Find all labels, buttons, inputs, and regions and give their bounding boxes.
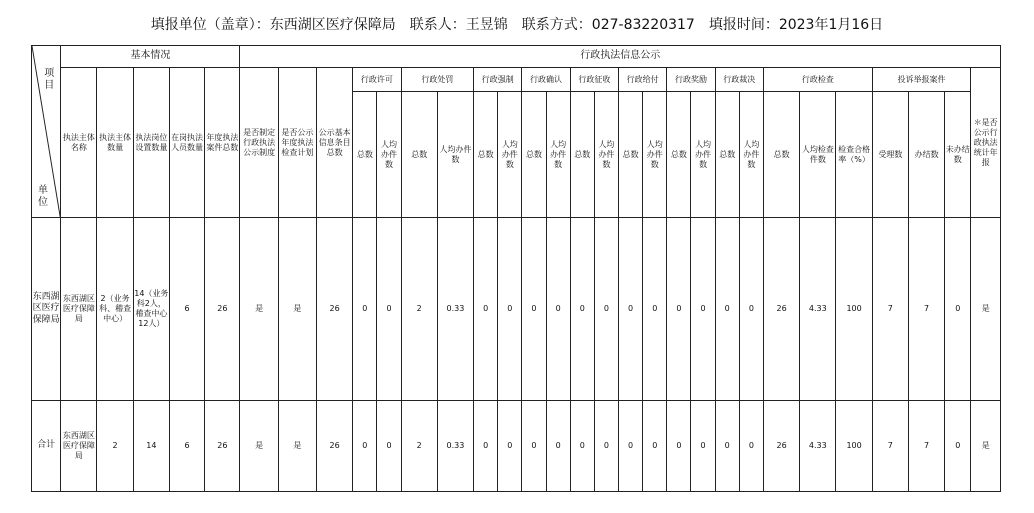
cell-pay-per: 0 xyxy=(643,218,667,401)
cell-inspect-per: 4.33 xyxy=(800,401,836,492)
cell-penalty-total: 2 xyxy=(401,218,437,401)
cell-confirm-per: 0 xyxy=(546,218,570,401)
corner-unit-label: 单位 xyxy=(38,185,48,208)
col-pay-per: 人均办件数 xyxy=(643,92,667,218)
col-pass-rate: 检查合格率（%） xyxy=(836,92,872,218)
cell-system: 是 xyxy=(240,218,278,401)
cat-license: 行政许可 xyxy=(353,68,401,92)
col-levy-total: 总数 xyxy=(570,92,594,218)
cell-plan: 是 xyxy=(278,401,316,492)
cell-pay-per: 0 xyxy=(643,401,667,492)
col-closed: 办结数 xyxy=(908,92,944,218)
public-info-group-header: 行政执法信息公示 xyxy=(240,46,1001,68)
report-header: 填报单位（盖章）：东西湖区医疗保障局 联系人：王昱锦 联系方式：027-83220317 填报时间：2023年1月16日 xyxy=(150,17,884,33)
cell-inspect-total: 26 xyxy=(763,401,799,492)
cat-pay: 行政给付 xyxy=(619,68,667,92)
cell-levy-per: 0 xyxy=(594,218,618,401)
cat-confirm: 行政确认 xyxy=(522,68,570,92)
cat-reward: 行政奖励 xyxy=(667,68,715,92)
table-row-total xyxy=(32,401,1001,492)
cell-system: 是 xyxy=(240,401,278,492)
cell-subject-count: 2（业务科、稽查中心） xyxy=(97,218,133,401)
col-report: ＊是否公示行政执法统计年报 xyxy=(971,68,1001,218)
col-inspect-per: 人均检查件数 xyxy=(800,92,836,218)
cell-subject-name: 东西湖区医疗保障局 xyxy=(61,218,97,401)
cell-pay-total: 0 xyxy=(619,218,643,401)
cell-inspect-total: 26 xyxy=(763,218,799,401)
cell-ruling-per: 0 xyxy=(739,401,763,492)
cell-accepted: 7 xyxy=(872,218,908,401)
cat-complaint: 投诉举报案件 xyxy=(872,68,971,92)
cell-staff: 6 xyxy=(169,218,204,401)
col-system: 是否制定行政执法公示制度 xyxy=(240,68,278,218)
cell-enforce-per: 0 xyxy=(498,401,522,492)
cat-inspect: 行政检查 xyxy=(763,68,872,92)
cell-penalty-per: 0.33 xyxy=(437,401,473,492)
col-enforce-total: 总数 xyxy=(474,92,498,218)
col-posts: 执法岗位设置数量 xyxy=(133,68,169,218)
cell-accepted: 7 xyxy=(872,401,908,492)
row-total-label: 合计 xyxy=(32,401,61,492)
cell-closed: 7 xyxy=(908,218,944,401)
cell-reward-per: 0 xyxy=(691,218,715,401)
col-pay-total: 总数 xyxy=(619,92,643,218)
cell-reward-total: 0 xyxy=(667,401,691,492)
cell-penalty-total: 2 xyxy=(401,401,437,492)
cell-license-per: 0 xyxy=(377,401,401,492)
col-penalty-per: 人均办件数 xyxy=(437,92,473,218)
cell-report: 是 xyxy=(971,218,1001,401)
cell-reward-total: 0 xyxy=(667,218,691,401)
col-inspect-total: 总数 xyxy=(763,92,799,218)
cell-annual-cases: 26 xyxy=(205,401,240,492)
col-plan: 是否公示年度执法检查计划 xyxy=(278,68,316,218)
col-subject-name: 执法主体名称 xyxy=(61,68,97,218)
cell-pay-total: 0 xyxy=(619,401,643,492)
cell-staff: 6 xyxy=(169,401,204,492)
corner-header-cell xyxy=(32,46,61,218)
col-accepted: 受理数 xyxy=(872,92,908,218)
cell-license-total: 0 xyxy=(353,218,377,401)
cell-levy-total: 0 xyxy=(570,401,594,492)
row-unit-label: 东西湖区医疗保障局 xyxy=(32,218,61,401)
cell-enforce-total: 0 xyxy=(474,218,498,401)
col-ruling-total: 总数 xyxy=(715,92,739,218)
cell-pending: 0 xyxy=(945,218,971,401)
cat-ruling: 行政裁决 xyxy=(715,68,763,92)
cell-closed: 7 xyxy=(908,401,944,492)
cell-basic-info: 26 xyxy=(317,218,353,401)
cell-license-total: 0 xyxy=(353,401,377,492)
col-pending: 未办结数 xyxy=(945,92,971,218)
cat-penalty: 行政处罚 xyxy=(401,68,474,92)
cell-enforce-per: 0 xyxy=(498,218,522,401)
cell-ruling-total: 0 xyxy=(715,218,739,401)
cell-ruling-total: 0 xyxy=(715,401,739,492)
col-reward-total: 总数 xyxy=(667,92,691,218)
cell-subject-count: 2 xyxy=(97,401,133,492)
col-license-per: 人均办件数 xyxy=(377,92,401,218)
cell-posts: 14 xyxy=(133,401,169,492)
cat-levy: 行政征收 xyxy=(570,68,618,92)
cell-levy-per: 0 xyxy=(594,401,618,492)
col-ruling-per: 人均办件数 xyxy=(739,92,763,218)
table-row xyxy=(32,218,1001,401)
cell-penalty-per: 0.33 xyxy=(437,218,473,401)
col-subject-count: 执法主体数量 xyxy=(97,68,133,218)
cell-confirm-total: 0 xyxy=(522,401,546,492)
cell-confirm-total: 0 xyxy=(522,218,546,401)
col-annual-cases: 年度执法案件总数 xyxy=(205,68,240,218)
col-penalty-total: 总数 xyxy=(401,92,437,218)
corner-item-label: 项目 xyxy=(44,68,55,91)
col-confirm-per: 人均办件数 xyxy=(546,92,570,218)
cell-pass-rate: 100 xyxy=(836,401,872,492)
cell-license-per: 0 xyxy=(377,218,401,401)
col-basic-info: 公示基本信息条目总数 xyxy=(317,68,353,218)
col-staff: 在岗执法人员数量 xyxy=(169,68,204,218)
cat-enforce: 行政强制 xyxy=(474,68,522,92)
cell-inspect-per: 4.33 xyxy=(800,218,836,401)
col-enforce-per: 人均办件数 xyxy=(498,92,522,218)
cell-confirm-per: 0 xyxy=(546,401,570,492)
cell-annual-cases: 26 xyxy=(205,218,240,401)
cell-enforce-total: 0 xyxy=(474,401,498,492)
cell-reward-per: 0 xyxy=(691,401,715,492)
cell-pass-rate: 100 xyxy=(836,218,872,401)
basic-info-group-header: 基本情况 xyxy=(61,46,240,68)
enforcement-stats-table xyxy=(31,45,1001,492)
col-confirm-total: 总数 xyxy=(522,92,546,218)
cell-subject-name: 东西湖区医疗保障局 xyxy=(61,401,97,492)
cell-posts: 14（业务科2人，稽查中心12人） xyxy=(133,218,169,401)
cell-pending: 0 xyxy=(945,401,971,492)
cell-plan: 是 xyxy=(278,218,316,401)
col-license-total: 总数 xyxy=(353,92,377,218)
cell-basic-info: 26 xyxy=(317,401,353,492)
cell-levy-total: 0 xyxy=(570,218,594,401)
col-levy-per: 人均办件数 xyxy=(594,92,618,218)
cell-report: 是 xyxy=(971,401,1001,492)
cell-ruling-per: 0 xyxy=(739,218,763,401)
col-reward-per: 人均办件数 xyxy=(691,92,715,218)
